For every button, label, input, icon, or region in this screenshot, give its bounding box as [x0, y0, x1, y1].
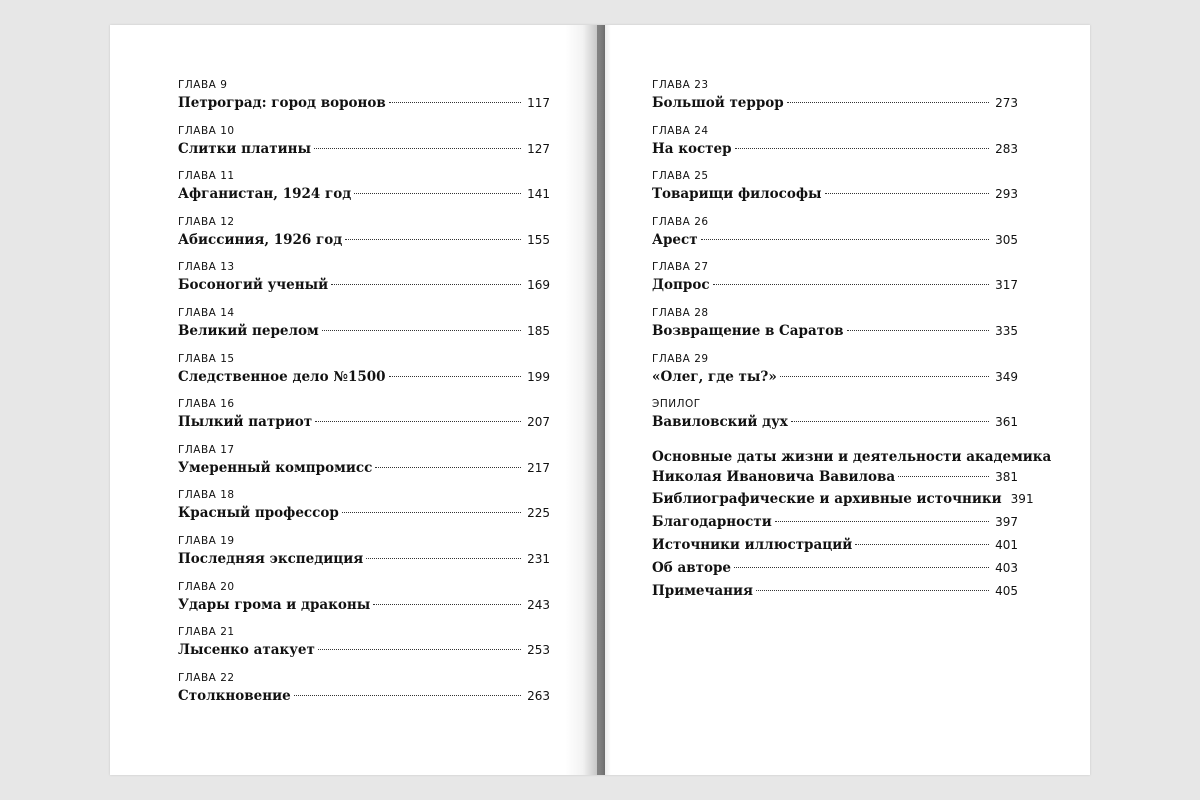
dot-leader — [756, 590, 989, 591]
toc-line — [178, 366, 550, 388]
chapter-title: Красный профессор — [178, 505, 339, 522]
dot-leader — [787, 102, 989, 103]
dates-title-line1: Основные даты жизни и деятельности академика — [652, 448, 1052, 465]
chapter-label: ГЛАВА 20 — [178, 580, 235, 593]
dot-leader — [318, 649, 521, 650]
toc-entry[interactable] — [178, 535, 550, 581]
toc-line — [652, 411, 1018, 433]
chapter-label: ГЛАВА 21 — [178, 626, 235, 639]
dot-leader — [342, 512, 521, 513]
page-number: 403 — [995, 560, 1018, 575]
dot-leader — [735, 148, 990, 149]
toc-entry[interactable] — [178, 125, 550, 171]
toc-entry[interactable] — [652, 216, 1018, 262]
toc-line — [178, 274, 550, 296]
dot-leader — [294, 695, 521, 696]
page-number: 117 — [527, 96, 550, 110]
toc-line — [178, 320, 550, 342]
chapter-label: ГЛАВА 24 — [652, 124, 709, 137]
dot-leader — [366, 558, 521, 559]
chapter-label: ГЛАВА 10 — [178, 124, 235, 137]
dot-leader — [389, 376, 522, 377]
page-number: 263 — [527, 688, 550, 703]
toc-entry-dates[interactable] — [652, 448, 1052, 488]
toc-entry[interactable] — [178, 307, 550, 353]
toc-entry[interactable] — [178, 672, 550, 718]
chapter-title: Удары грома и драконы — [178, 596, 371, 613]
toc-entry[interactable] — [178, 353, 550, 399]
page-number: 231 — [527, 551, 550, 566]
chapter-title: Абиссиния, 1926 год — [178, 231, 343, 248]
chapter-title: Лысенко атакует — [178, 642, 315, 659]
chapter-title: Товарищи философы — [652, 186, 822, 203]
chapter-label: ГЛАВА 28 — [652, 306, 709, 319]
toc-entry[interactable] — [178, 489, 550, 535]
dot-leader — [713, 284, 990, 285]
page-number: 401 — [995, 537, 1018, 552]
toc-entry-misc[interactable] — [652, 488, 1034, 511]
chapter-title: Афганистан, 1924 год — [178, 186, 352, 203]
chapter-label: ГЛАВА 13 — [178, 261, 235, 274]
page-number: 349 — [995, 369, 1018, 384]
chapter-label: ГЛАВА 14 — [178, 306, 235, 319]
toc-entry[interactable] — [178, 398, 550, 444]
dot-leader — [775, 521, 989, 522]
toc-line — [178, 548, 550, 570]
page-number: 141 — [527, 187, 550, 202]
misc-title: Примечания — [652, 582, 754, 599]
toc-line — [652, 274, 1018, 296]
toc-entry-misc[interactable] — [652, 580, 1018, 603]
chapter-title: Петроград: город воронов — [178, 95, 386, 111]
toc-line — [178, 457, 550, 479]
book-spread — [110, 25, 1090, 775]
page-number: 199 — [527, 369, 550, 384]
chapter-label: ГЛАВА 18 — [178, 489, 235, 502]
chapter-title: Большой террор — [652, 95, 784, 111]
toc-line — [178, 685, 550, 707]
page-number: 361 — [995, 415, 1018, 430]
toc-line — [178, 183, 550, 205]
dot-leader — [345, 239, 521, 240]
toc-entry[interactable] — [652, 79, 1018, 125]
toc-line — [178, 138, 550, 160]
misc-section — [652, 488, 1034, 603]
chapter-label: ГЛАВА 27 — [652, 261, 709, 274]
page-number: 397 — [995, 514, 1018, 529]
toc-line — [652, 229, 1018, 251]
chapter-label: ГЛАВА 29 — [652, 352, 709, 365]
page-number: 273 — [995, 96, 1018, 110]
chapter-label: ГЛАВА 12 — [178, 215, 235, 228]
dot-leader — [375, 467, 521, 468]
dot-leader — [701, 239, 989, 240]
toc-line — [652, 320, 1018, 342]
page-number: 253 — [527, 643, 550, 658]
dot-leader — [898, 476, 989, 477]
chapter-title: Пылкий патриот — [178, 414, 313, 431]
page-number: 243 — [527, 597, 550, 612]
chapter-label: ГЛАВА 11 — [178, 170, 235, 183]
toc-line — [178, 229, 550, 251]
chapter-title: Допрос — [652, 277, 710, 294]
chapter-title: На костер — [652, 140, 732, 157]
misc-title: Благодарности — [652, 513, 772, 530]
misc-title: Библиографические и архивные источники — [652, 490, 1002, 507]
chapter-title: Последняя экспедиция — [178, 550, 364, 567]
chapter-title: Возвращение в Саратов — [652, 322, 844, 339]
dot-leader — [331, 284, 521, 285]
chapter-title: Столкновение — [178, 687, 291, 704]
page-number: 293 — [995, 187, 1018, 202]
dot-leader — [734, 567, 989, 568]
toc-line — [178, 594, 550, 616]
page-number: 283 — [995, 141, 1018, 156]
toc-entry[interactable] — [652, 125, 1018, 171]
toc-entry[interactable] — [652, 170, 1018, 216]
page-number: 185 — [527, 323, 550, 338]
misc-title: Об авторе — [652, 559, 731, 576]
dot-leader — [780, 376, 989, 377]
chapter-label: ЭПИЛОГ — [652, 398, 701, 411]
gutter-shadow-right — [597, 25, 611, 775]
dot-leader — [315, 421, 521, 422]
chapter-label: ГЛАВА 17 — [178, 443, 235, 456]
page-number: 127 — [527, 141, 550, 156]
toc-line — [178, 411, 550, 433]
chapter-title: Следственное дело №1500 — [178, 368, 386, 385]
chapter-label: ГЛАВА 19 — [178, 534, 235, 547]
page-number: 225 — [527, 506, 550, 521]
page-number: 169 — [527, 278, 550, 293]
right-page — [597, 25, 1090, 775]
page-number: 335 — [995, 323, 1018, 338]
toc-line — [652, 183, 1018, 205]
chapter-label: ГЛАВА 25 — [652, 170, 709, 183]
dot-leader — [847, 330, 990, 331]
dot-leader — [354, 193, 521, 194]
page-number: 155 — [527, 232, 550, 247]
toc-right — [652, 79, 1052, 603]
toc-entry-misc[interactable] — [652, 534, 1018, 557]
chapter-title: Слитки платины — [178, 140, 312, 157]
page-number: 405 — [995, 583, 1018, 598]
chapter-title: Вавиловский дух — [652, 414, 788, 431]
toc-entry[interactable] — [178, 79, 550, 125]
toc-line — [178, 639, 550, 661]
chapter-label: ГЛАВА 16 — [178, 398, 235, 411]
chapter-label: ГЛАВА 9 — [178, 79, 228, 91]
toc-entry[interactable] — [178, 444, 550, 490]
toc-line — [178, 92, 550, 114]
toc-entry[interactable] — [652, 398, 1018, 444]
toc-entry[interactable] — [652, 261, 1018, 307]
chapter-title: Великий перелом — [178, 322, 319, 339]
dot-leader — [855, 544, 989, 545]
chapter-label: ГЛАВА 26 — [652, 215, 709, 228]
page-number: 217 — [527, 460, 550, 475]
dot-leader — [322, 330, 521, 331]
dot-leader — [389, 102, 521, 103]
toc-entry-misc[interactable] — [652, 511, 1018, 534]
left-page — [110, 25, 597, 775]
chapter-title: «Олег, где ты?» — [652, 368, 777, 385]
toc-entry[interactable] — [178, 261, 550, 307]
chapter-title: Умеренный компромисс — [178, 459, 373, 476]
page-number: 391 — [1010, 491, 1034, 506]
dot-leader — [791, 421, 989, 422]
chapter-label: ГЛАВА 22 — [178, 671, 235, 684]
dot-leader — [373, 604, 521, 605]
toc-line — [652, 138, 1018, 160]
misc-title: Источники иллюстраций — [652, 536, 853, 553]
toc-line — [652, 92, 1018, 114]
chapter-title: Босоногий ученый — [178, 277, 329, 294]
toc-entry-misc[interactable] — [652, 557, 1018, 580]
chapter-label: ГЛАВА 23 — [652, 79, 709, 91]
dot-leader — [825, 193, 990, 194]
dates-title-line2: Николая Ивановича Вавилова — [652, 468, 896, 485]
toc-entry[interactable] — [178, 216, 550, 262]
toc-line — [652, 366, 1018, 388]
toc-entry[interactable] — [652, 307, 1018, 353]
page-number: 305 — [995, 232, 1018, 247]
page-number: 381 — [995, 469, 1018, 484]
toc-entry[interactable] — [178, 626, 550, 672]
toc-entry[interactable] — [178, 170, 550, 216]
toc-entry[interactable] — [178, 581, 550, 627]
dot-leader — [314, 148, 521, 149]
chapter-title: Арест — [652, 231, 698, 248]
toc-entry[interactable] — [652, 353, 1018, 399]
toc-line — [652, 466, 1018, 488]
page-number: 317 — [995, 278, 1018, 293]
toc-line — [178, 502, 550, 524]
chapter-label: ГЛАВА 15 — [178, 352, 235, 365]
page-number: 207 — [527, 415, 550, 430]
toc-left — [178, 79, 550, 717]
